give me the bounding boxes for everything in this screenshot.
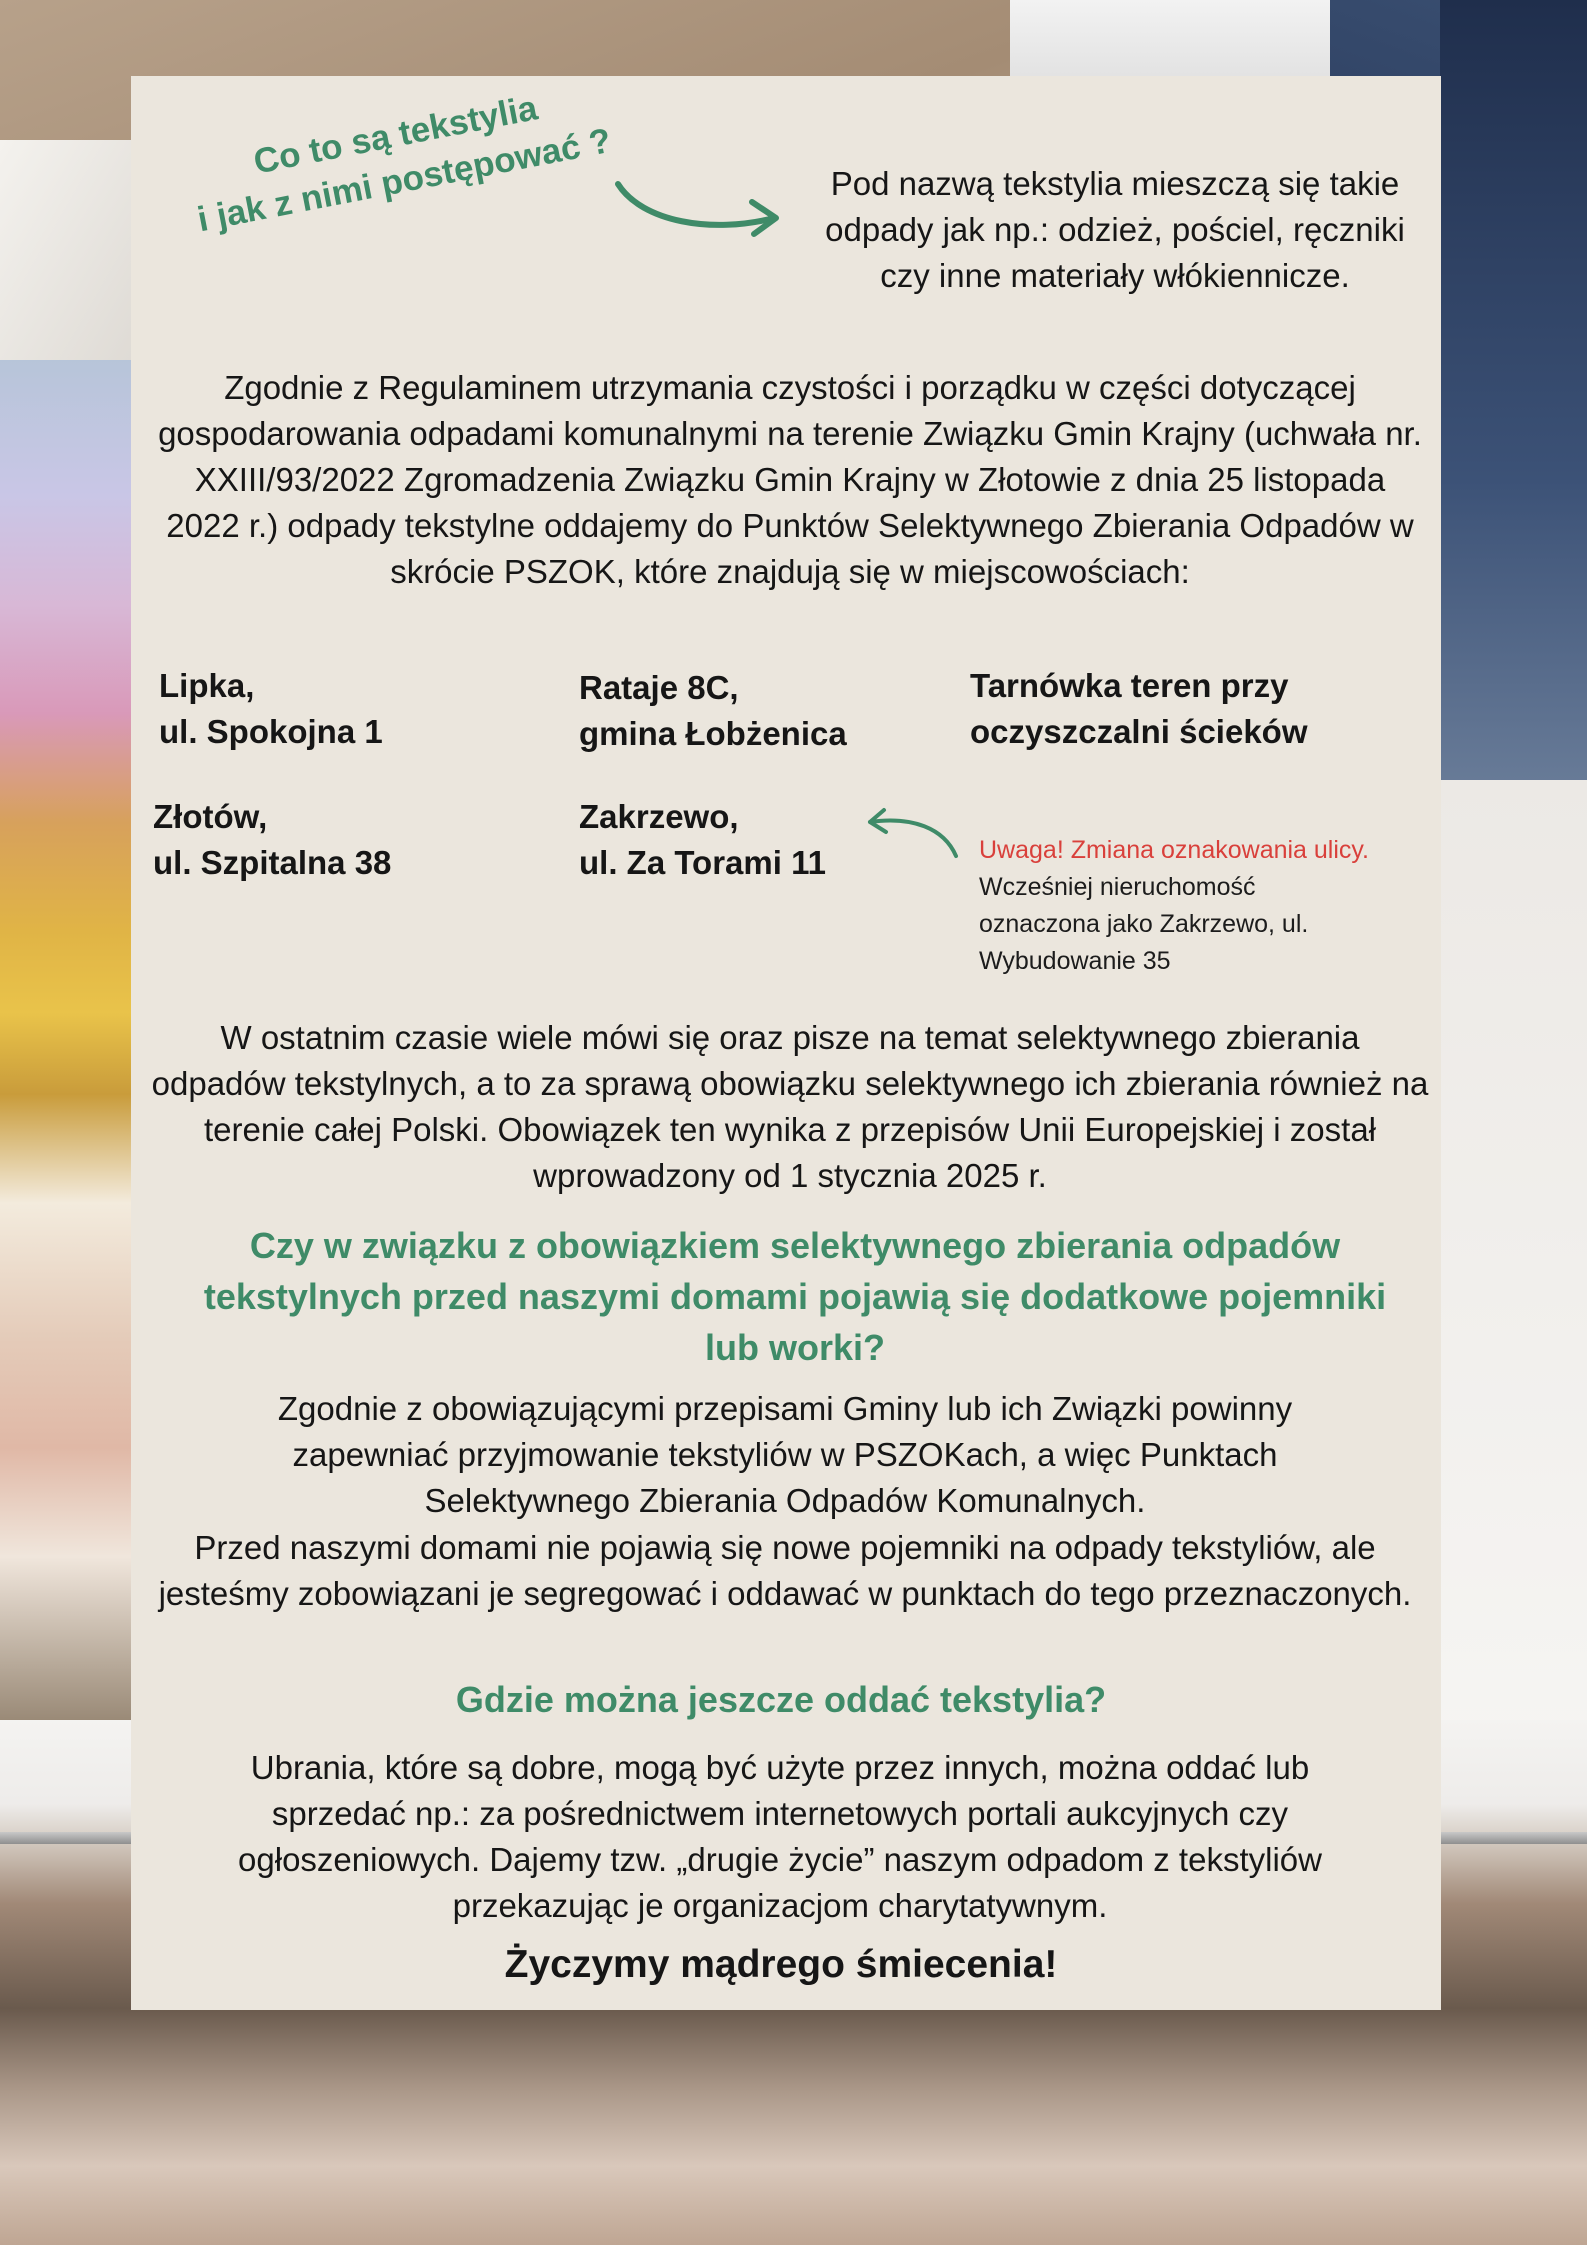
answer-where-paragraph: Ubrania, które są dobre, mogą być użyte przez innych, można oddać lub sprzedać np.: za pośrednictwem internetowych portali aukcyjnych czy ogłoszeniowych. Dajemy tzw. „drugie życie” naszym odpadom z tekstyliów przekazując je organizacjom charytatywnym. — [238, 1749, 1322, 1924]
location-tarnowka-name: Tarnówka teren przy — [970, 667, 1289, 704]
location-zlotow — [153, 794, 553, 886]
location-zlotow-name: Złotów, — [153, 798, 268, 835]
question-where-heading: Gdzie można jeszcze oddać tekstylia? — [455, 1679, 1107, 1720]
background-jeans-edge-photo — [1440, 0, 1587, 800]
back-arrow-icon — [862, 808, 962, 860]
location-zakrzewo-street: ul. Za Torami 11 — [579, 844, 826, 881]
background-wall-photo — [1440, 780, 1587, 1780]
location-lipka-name: Lipka, — [159, 667, 255, 704]
location-rataje-name: Rataje 8C, — [579, 669, 739, 706]
location-rataje — [579, 665, 979, 757]
location-lipka — [159, 663, 559, 755]
closing-wish: Życzymy mądrego śmiecenia! — [504, 1943, 1058, 1986]
eu-obligation-paragraph: W ostatnim czasie wiele mówi się oraz pisze na temat selektywnego zbierania odpadów tekstylnych, a to za sprawą obowiązku selektywnego ich zbierania również na terenie całej Polski. Obowiązek ten wynika z przepisów Unii Europejskiej i został wprowadzony od 1 stycznia 2025 r. — [151, 1019, 1429, 1194]
location-lipka-street: ul. Spokojna 1 — [159, 713, 383, 750]
curved-arrow-icon — [612, 178, 787, 238]
street-change-warning: Uwaga! Zmiana oznakowania ulicy. — [979, 836, 1370, 864]
answer-containers-part1: Zgodnie z obowiązującymi przepisami Gminy lub ich Związki powinny zapewniać przyjmowanie tekstyliów w PSZOKach, a więc Punktach Selektywnego Zbierania Odpadów Komunalnych. — [277, 1390, 1293, 1519]
background-folded-fabrics-photo — [0, 360, 140, 1720]
location-rataje-gmina: gmina Łobżenica — [579, 715, 847, 752]
question-containers-heading: Czy w związku z obowiązkiem selektywnego zbierania odpadów tekstylnych przed naszymi domami pojawią się dodatkowe pojemniki lub worki? — [203, 1225, 1387, 1368]
location-tarnowka — [970, 663, 1410, 755]
location-zlotow-street: ul. Szpitalna 38 — [153, 844, 392, 881]
definition-paragraph: Pod nazwą tekstylia mieszczą się takie odpady jak np.: odzież, pościel, ręczniki czy inne materiały włókiennicze. — [825, 165, 1405, 294]
location-tarnowka-detail: oczyszczalni ścieków — [970, 713, 1308, 750]
section-heading-what-are-textiles: Co to są tekstylia i jak z nimi postępować ? — [194, 88, 615, 240]
location-zakrzewo-name: Zakrzewo, — [579, 798, 739, 835]
street-change-details: Wcześniej nieruchomość oznaczona jako Zakrzewo, ul. Wybudowanie 35 — [979, 873, 1309, 975]
regulation-paragraph: Zgodnie z Regulaminem utrzymania czystości i porządku w części dotyczącej gospodarowania odpadami komunalnymi na terenie Związku Gmin Krajny (uchwała nr. XXIII/93/2022 Zgromadzenia Związku Gmin Krajny w Złotowie z dnia 25 listopada 2022 r.) odpady tekstylne oddajemy do Punktów Selektywnego Zbierania Odpadów w skrócie PSZOK, które znajdują się w miejscowościach: — [158, 369, 1422, 590]
answer-containers-part2: Przed naszymi domami nie pojawią się nowe pojemniki na odpady tekstyliów, ale jesteśmy zobowiązani je segregować i oddawać w punktach do tego przeznaczonych. — [158, 1529, 1412, 1612]
street-change-note — [979, 832, 1439, 980]
